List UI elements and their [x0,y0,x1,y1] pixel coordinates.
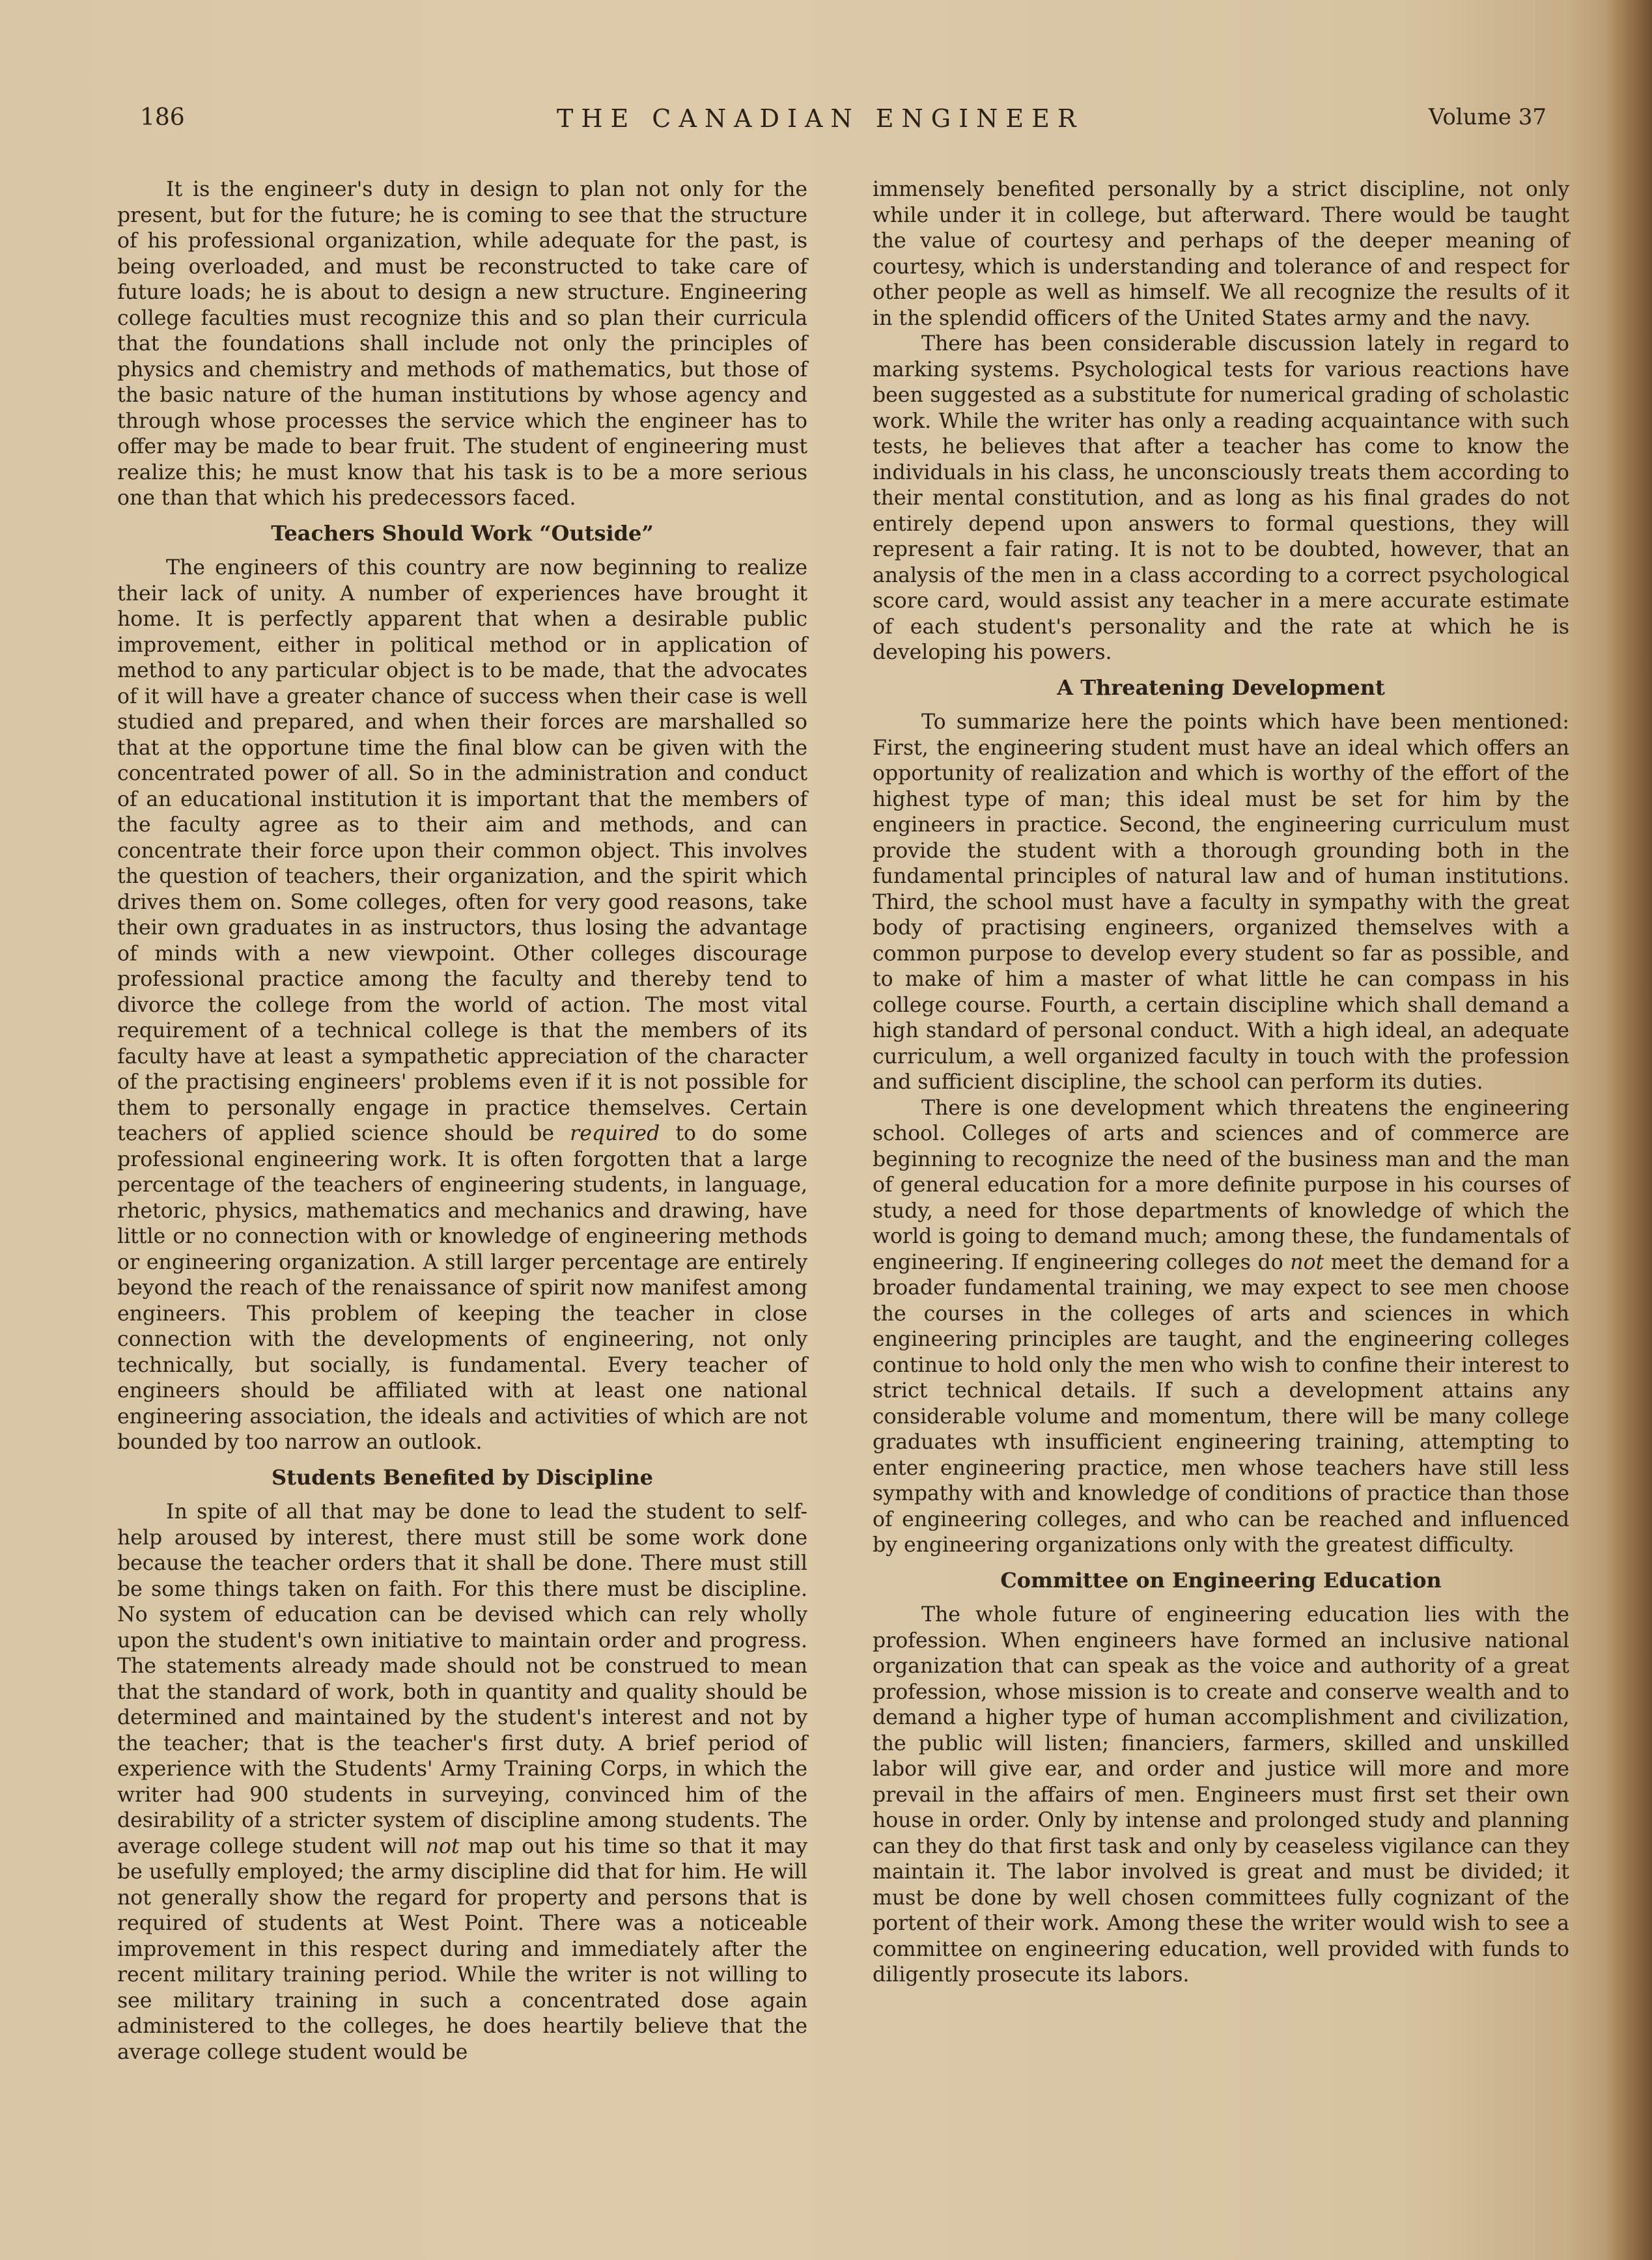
volume-label: Volume 37 [1428,104,1547,130]
right-column [873,177,1569,1988]
section-heading: Committee on Engineering Education [1000,1567,1442,1593]
journal-title: THE CANADIAN ENGINEER [557,104,1084,133]
paragraph: immensely benefited personally by a strict discipline, not only while under it in college, but afterward. There would be taught the value of courtesy and perhaps of the deeper meaning of courtesy, which is understanding and tolerance of and respect for other people as well as himself. We all recognize the results of it in the splendid officers of the United States army and the navy. [873,178,1569,330]
page-number: 186 [140,104,185,131]
section-heading: Students Benefited by Discipline [271,1464,654,1490]
paragraph: It is the engineer's duty in design to plan not only for the present, but for the future; he is coming to see that the structure of his professional organization, while adequate for the past, is being overloaded, and must be reconstructed to take care of future loads; he is about to design a new structure. Engineering college faculties must recognize this and so plan their curricula that the foundations shall include not only the principles of physics and chemistry and methods of mathematics, but those of the basic nature of the human institutions by whose agency and through whose processes the service which the engineer has to offer may be made to bear fruit. The student of engineering must realize this; he must know that his task is to be a more serious one than that which his predecessors faced. [117,178,807,510]
paragraph: The engineers of this country are now beginning to realize their lack of unity. A number of experiences have brought it home. It is perfectly apparent that when a desirable public improvement, either in political method or in application of method to any particular object is to be made, that the advocates of it will have a greater chance of success when their case is well studied and prepared, and when their forces are marshalled so that at the opportune time the final blow can be given with the concentrated power of all. So in the administration and conduct of an educational institution it is important that the members of the faculty agree as to their aim and methods, and can concentrate their force upon their common object. This involves the question of teachers, their organization, and the spirit which drives them on. Some colleges, often for very good reasons, take their own graduates in as instructors, thus losing the advantage of minds with a new viewpoint. Other colleges discourage professional practice among the faculty and thereby tend to divorce the college from the world of action. The most vital requirement of a technical college is that the members of its faculty have at least a sympathetic appreciation of the character of the practising engineers' problems even if it is not possible for them to personally engage in practice themselves. Certain teachers of applied science should be required to do some professional engineering work. It is often forgotten that a large percentage of the teachers of engineering students, in language, rhetoric, physics, mathematics and mechanics and drawing, have little or no connection with or knowledge of engineering methods or engineering organization. A still larger percentage are entirely beyond the reach of the renaissance of spirit now manifest among engineers. This problem of keeping the teacher in close connection with the developments of engineering, not only technically, but socially, is fundamental. Every teacher of engineers should be affiliated with at least one national engineering association, the ideals and activities of which are not bounded by too narrow an outlook. [117,556,807,1454]
paragraph: The whole future of engineering education lies with the profession. When engineers have formed an inclusive national organization that can speak as the voice and authority of a great profession, whose mission is to create and conserve wealth and to demand a higher type of human accomplishment and civilization, the public will listen; financiers, farmers, skilled and unskilled labor will give ear, and order and justice will more and more prevail in the affairs of men. Engineers must first set their own house in order. Only by intense and prolonged study and planning can they do that first task and only by ceaseless vigilance can they maintain it. The labor involved is great and must be divided; it must be done by well chosen committees fully cognizant of the portent of their work. Among these the writer would wish to see a committee on engineering education, well provided with funds to diligently prosecute its labors. [873,1603,1569,1987]
section-heading: Teachers Should Work “Outside” [271,520,654,546]
book-spine-shadow [1606,0,1652,2260]
paragraph: There has been considerable discussion lately in regard to marking systems. Psychological tests for various reactions have been suggested as a substitute for numerical grading of scholastic work. While the writer has only a reading acquaintance with such tests, he believes that after a teacher has come to know the individuals in his class, he unconsciously treats them according to their mental constitution, and as long as his final grades do not entirely depend upon answers to formal questions, they will represent a fair rating. It is not to be doubted, however, that an analysis of the men in a class according to a correct psychological score card, would assist any teacher in a mere accurate estimate of each student's personality and the rate at which he is developing his powers. [873,332,1569,664]
section-heading: A Threatening Development [1057,675,1385,700]
paragraph: In spite of all that may be done to lead the student to self-help aroused by interest, there must still be some work done because the teacher orders that it shall be done. There must still be some things taken on faith. For this there must be discipline. No system of education can be devised which can rely wholly upon the student's own initiative to maintain order and progress. The statements already made should not be construed to mean that the standard of work, both in quantity and quality should be determined and maintained by the student's interest and not by the teacher; that is the teacher's first duty. A brief period of experience with the Students' Army Training Corps, in which the writer had 900 students in surveying, convinced him of the desirability of a stricter system of discipline among students. The average college student will not map out his time so that it may be usefully employed; the army discipline did that for him. He will not generally show the regard for property and persons that is required of students at West Point. There was a noticeable improvement in this respect during and immediately after the recent military training period. While the writer is not willing to see military training in such a concentrated dose again administered to the colleges, he does heartily believe that the average college student would be [117,1500,807,2064]
paragraph: There is one development which threatens the engineering school. Colleges of arts and sciences and of commerce are beginning to recognize the need of the business man and the man of general education for a more definite purpose in his courses of study, a need for those departments of knowledge of which the world is going to demand much; among these, the fundamentals of engineering. If engineering colleges do not meet the demand for a broader fundamental training, we may expect to see men choose the courses in the colleges of arts and sciences in which engineering principles are taught, and the engineering colleges continue to hold only the men who wish to confine their interest to strict technical details. If such a development attains any considerable volume and momentum, there will be many college graduates wth insufficient engineering training, attempting to enter engineering practice, men whose teachers have still less sympathy with and knowledge of conditions of practice than those of engineering colleges, and who can be reached and influenced by engineering organizations only with the greatest difficulty. [873,1096,1569,1557]
page-header [140,104,1547,143]
paragraph: To summarize here the points which have been mentioned: First, the engineering student must have an ideal which offers an opportunity of realization and which is worthy of the effort of the highest type of man; this ideal must be set for him by the engineers in practice. Second, the engineering curriculum must provide the student with a thorough grounding both in the fundamental principles of natural law and of human institutions. Third, the school must have a faculty in sympathy with the great body of practising engineers, organized themselves with a common purpose to develop every student so far as possible, and to make of him a master of what little he can compass in his college course. Fourth, a certain discipline which shall demand a high standard of personal conduct. With a high ideal, an adequate curriculum, a well organized faculty in touch with the profession and sufficient discipline, the school can perform its duties. [873,710,1569,1094]
left-column [117,177,807,2065]
